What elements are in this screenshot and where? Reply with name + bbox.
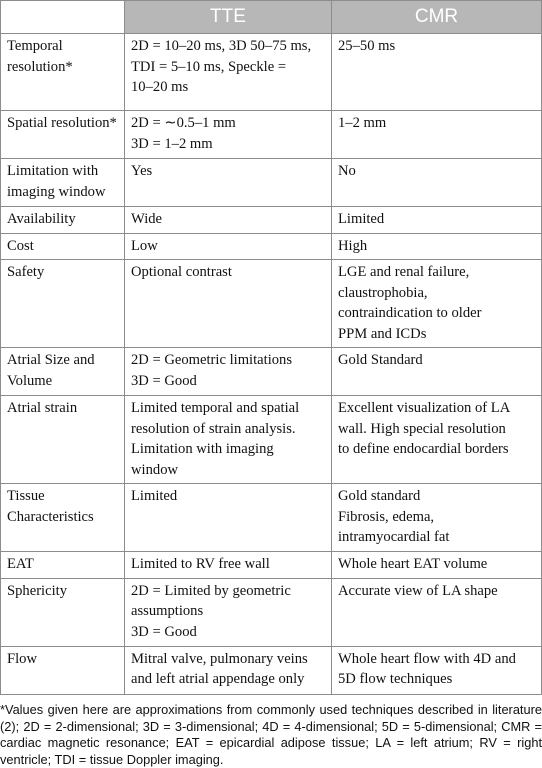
table-row <box>1 34 542 111</box>
cmr-value: Whole heart flow with 4D and 5D flow techniques <box>332 646 542 694</box>
row-label: Atrial strain <box>1 396 125 484</box>
cmr-value: Gold standard Fibrosis, edema, intramyocardial fat <box>332 484 542 552</box>
tte-value: 2D = ∼0.5–1 mm 3D = 1–2 mm <box>125 111 332 159</box>
tte-value: Mitral valve, pulmonary veins and left atrial appendage only <box>125 646 332 694</box>
table-row <box>1 646 542 694</box>
table-header-row <box>1 1 542 34</box>
header-cmr: CMR <box>332 1 542 34</box>
table-row <box>1 159 542 207</box>
table-row <box>1 578 542 646</box>
row-label: Safety <box>1 260 125 348</box>
cmr-value: Whole heart EAT volume <box>332 552 542 579</box>
cmr-value: No <box>332 159 542 207</box>
table-row <box>1 111 542 159</box>
row-label: EAT <box>1 552 125 579</box>
tte-value: Limited to RV free wall <box>125 552 332 579</box>
row-label: Spatial resolution* <box>1 111 125 159</box>
table-row <box>1 552 542 579</box>
table-body <box>1 34 542 695</box>
table-row <box>1 484 542 552</box>
cmr-value: LGE and renal failure, claustrophobia, contraindication to older PPM and ICDs <box>332 260 542 348</box>
cmr-value: Excellent visualization of LA wall. High special resolution to define endocardial borders <box>332 396 542 484</box>
table-row <box>1 233 542 260</box>
header-blank-cell <box>1 1 125 34</box>
header-tte: TTE <box>125 1 332 34</box>
row-label: Availability <box>1 207 125 234</box>
cmr-value: 25–50 ms <box>332 34 542 111</box>
tte-value: Limited temporal and spatial resolution of strain analysis. Limitation with imaging window <box>125 396 332 484</box>
tte-value: 2D = 10–20 ms, 3D 50–75 ms, TDI = 5–10 ms, Speckle = 10–20 ms <box>125 34 332 111</box>
table-row <box>1 207 542 234</box>
tte-value: Low <box>125 233 332 260</box>
row-label: Temporal resolution* <box>1 34 125 111</box>
tte-value: Yes <box>125 159 332 207</box>
table-row <box>1 396 542 484</box>
cmr-value: High <box>332 233 542 260</box>
table-row <box>1 348 542 396</box>
tte-value: Wide <box>125 207 332 234</box>
row-label: Limitation with imaging window <box>1 159 125 207</box>
cmr-value: Gold Standard <box>332 348 542 396</box>
row-label: Tissue Characteristics <box>1 484 125 552</box>
cmr-value: Accurate view of LA shape <box>332 578 542 646</box>
cmr-value: 1–2 mm <box>332 111 542 159</box>
tte-value: Optional contrast <box>125 260 332 348</box>
cmr-value: Limited <box>332 207 542 234</box>
row-label: Atrial Size and Volume <box>1 348 125 396</box>
row-label: Flow <box>1 646 125 694</box>
table-row <box>1 260 542 348</box>
tte-value: Limited <box>125 484 332 552</box>
tte-value: 2D = Limited by geometric assumptions 3D = Good <box>125 578 332 646</box>
tte-value: 2D = Geometric limitations 3D = Good <box>125 348 332 396</box>
table-footnote: *Values given here are approximations from commonly used techniques described in literature (2); 2D = 2-dimensional; 3D = 3-dimensional; 4D = 4-dimensional; 5D = 5-dimensional; CMR = cardiac magnetic resonance; EAT = epicardial adipose tissue; LA = left atrium; RV = right ventricle; TDI = tissue Doppler imaging. <box>0 702 542 767</box>
row-label: Sphericity <box>1 578 125 646</box>
row-label: Cost <box>1 233 125 260</box>
